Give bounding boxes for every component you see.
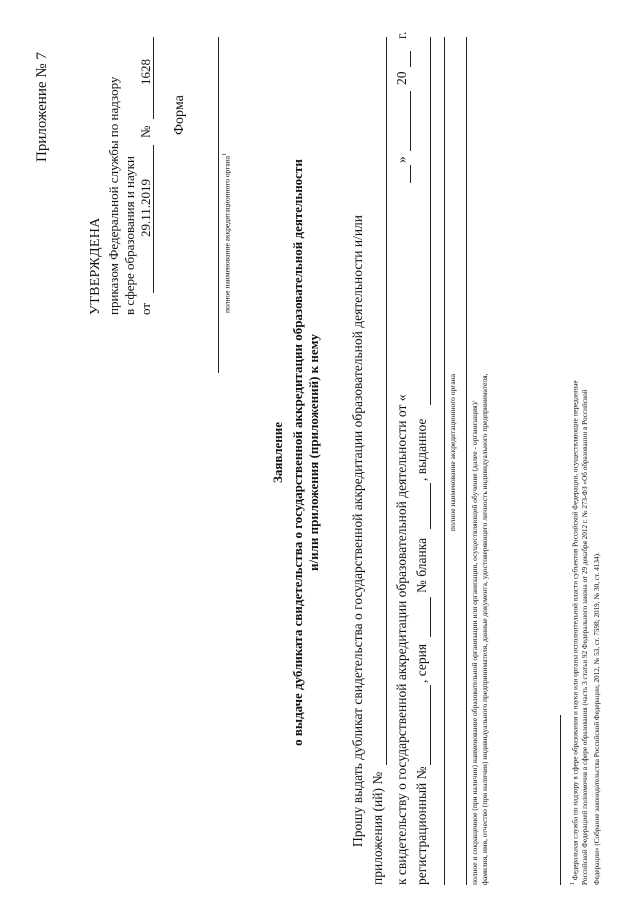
body-line-2-prefix: приложения (ий) № [370,771,385,885]
footnote-line-3: Федерации» (Собрание законодательства Российской Федерации, 2012, № 53, ст. 7598; 2019, № 30, ст. 4134). [593,552,601,885]
footnote-line-1: $^1$ Федеральная служба по надзору в сфере образования и науки или органы исполнительной власти субъектов Российской Федерации, осуществляющие переданные [570,380,580,885]
reg-number-line [430,685,431,765]
title-line-3: и/или приложения (приложений) к нему [306,333,321,572]
body-line-1: Прошу выдать дубликат свидетельства о государственной аккредитации образовательной деятельности и/или [350,214,365,847]
form-label: Форма [172,95,187,135]
appendix-numbers-line [386,37,387,765]
agency-name-line [444,37,445,885]
body-line-4-series: , серия [414,643,429,683]
order-line-2: в сфере образования и науки [122,156,137,315]
approved-label: УТВЕРЖДЕНА [88,217,103,315]
body-line-3-year: 20 [394,71,409,85]
body-line-4-issued: , выданное [414,418,429,481]
order-number-value: 1628 [138,59,153,85]
title-line-1: Заявление [270,421,285,484]
blank-number-line [430,483,431,529]
order-date-prefix: от [138,302,153,315]
org-caption-2: фамилия, имя, отчество (при наличии) индивидуального предпринимателя, данные документа, удостоверяющего личность индивидуального предпринимателя, [480,373,489,885]
order-number-underline [153,37,154,119]
footnote-line-2: Российской Федерацией полномочия в сфере образования (часть 3 статьи 92 Федерального закона от 29 декабря 2012 г. № 273-ФЗ «Об образовании в Российской [581,389,589,885]
body-line-3-suffix: г. [394,31,409,39]
series-line [430,597,431,637]
order-line-1: приказом Федеральной службы по надзору [106,76,121,315]
year-line [410,51,411,67]
order-date-underline [153,145,154,293]
order-number-label: № [138,125,153,138]
org-name-line [466,37,467,885]
agency-line [218,37,219,373]
footnote-mark: 1 [570,882,576,885]
title-line-2: о выдаче дубликата свидетельства о государственной аккредитации образовательной деятельности [290,159,305,746]
day-line [410,165,411,183]
org-caption-1: полное и сокращенное (при наличии) наименование образовательной организации или организации, осуществляющей обучение (далее - организация)/ [470,400,479,885]
footnote-ref-mark: 1 [222,152,228,156]
footnote-separator [560,715,561,885]
body-line-4-reg: регистрационный № [414,766,429,885]
order-date-value: 29.11.2019 [138,178,153,237]
month-line [410,91,411,151]
appendix-number: Приложение № 7 [34,52,50,162]
issued-by-line [430,37,431,405]
body-line-3-mid: » [394,156,409,163]
body-line-4-blank: № бланка [414,537,429,593]
body-line-3-prefix: к свидетельству о государственной аккредитации образовательной деятельности от « [394,394,409,885]
agency-caption: полное наименование аккредитационного органа$^1$ [222,152,232,313]
agency-name-caption: полное наименование аккредитационного органа [448,373,457,532]
